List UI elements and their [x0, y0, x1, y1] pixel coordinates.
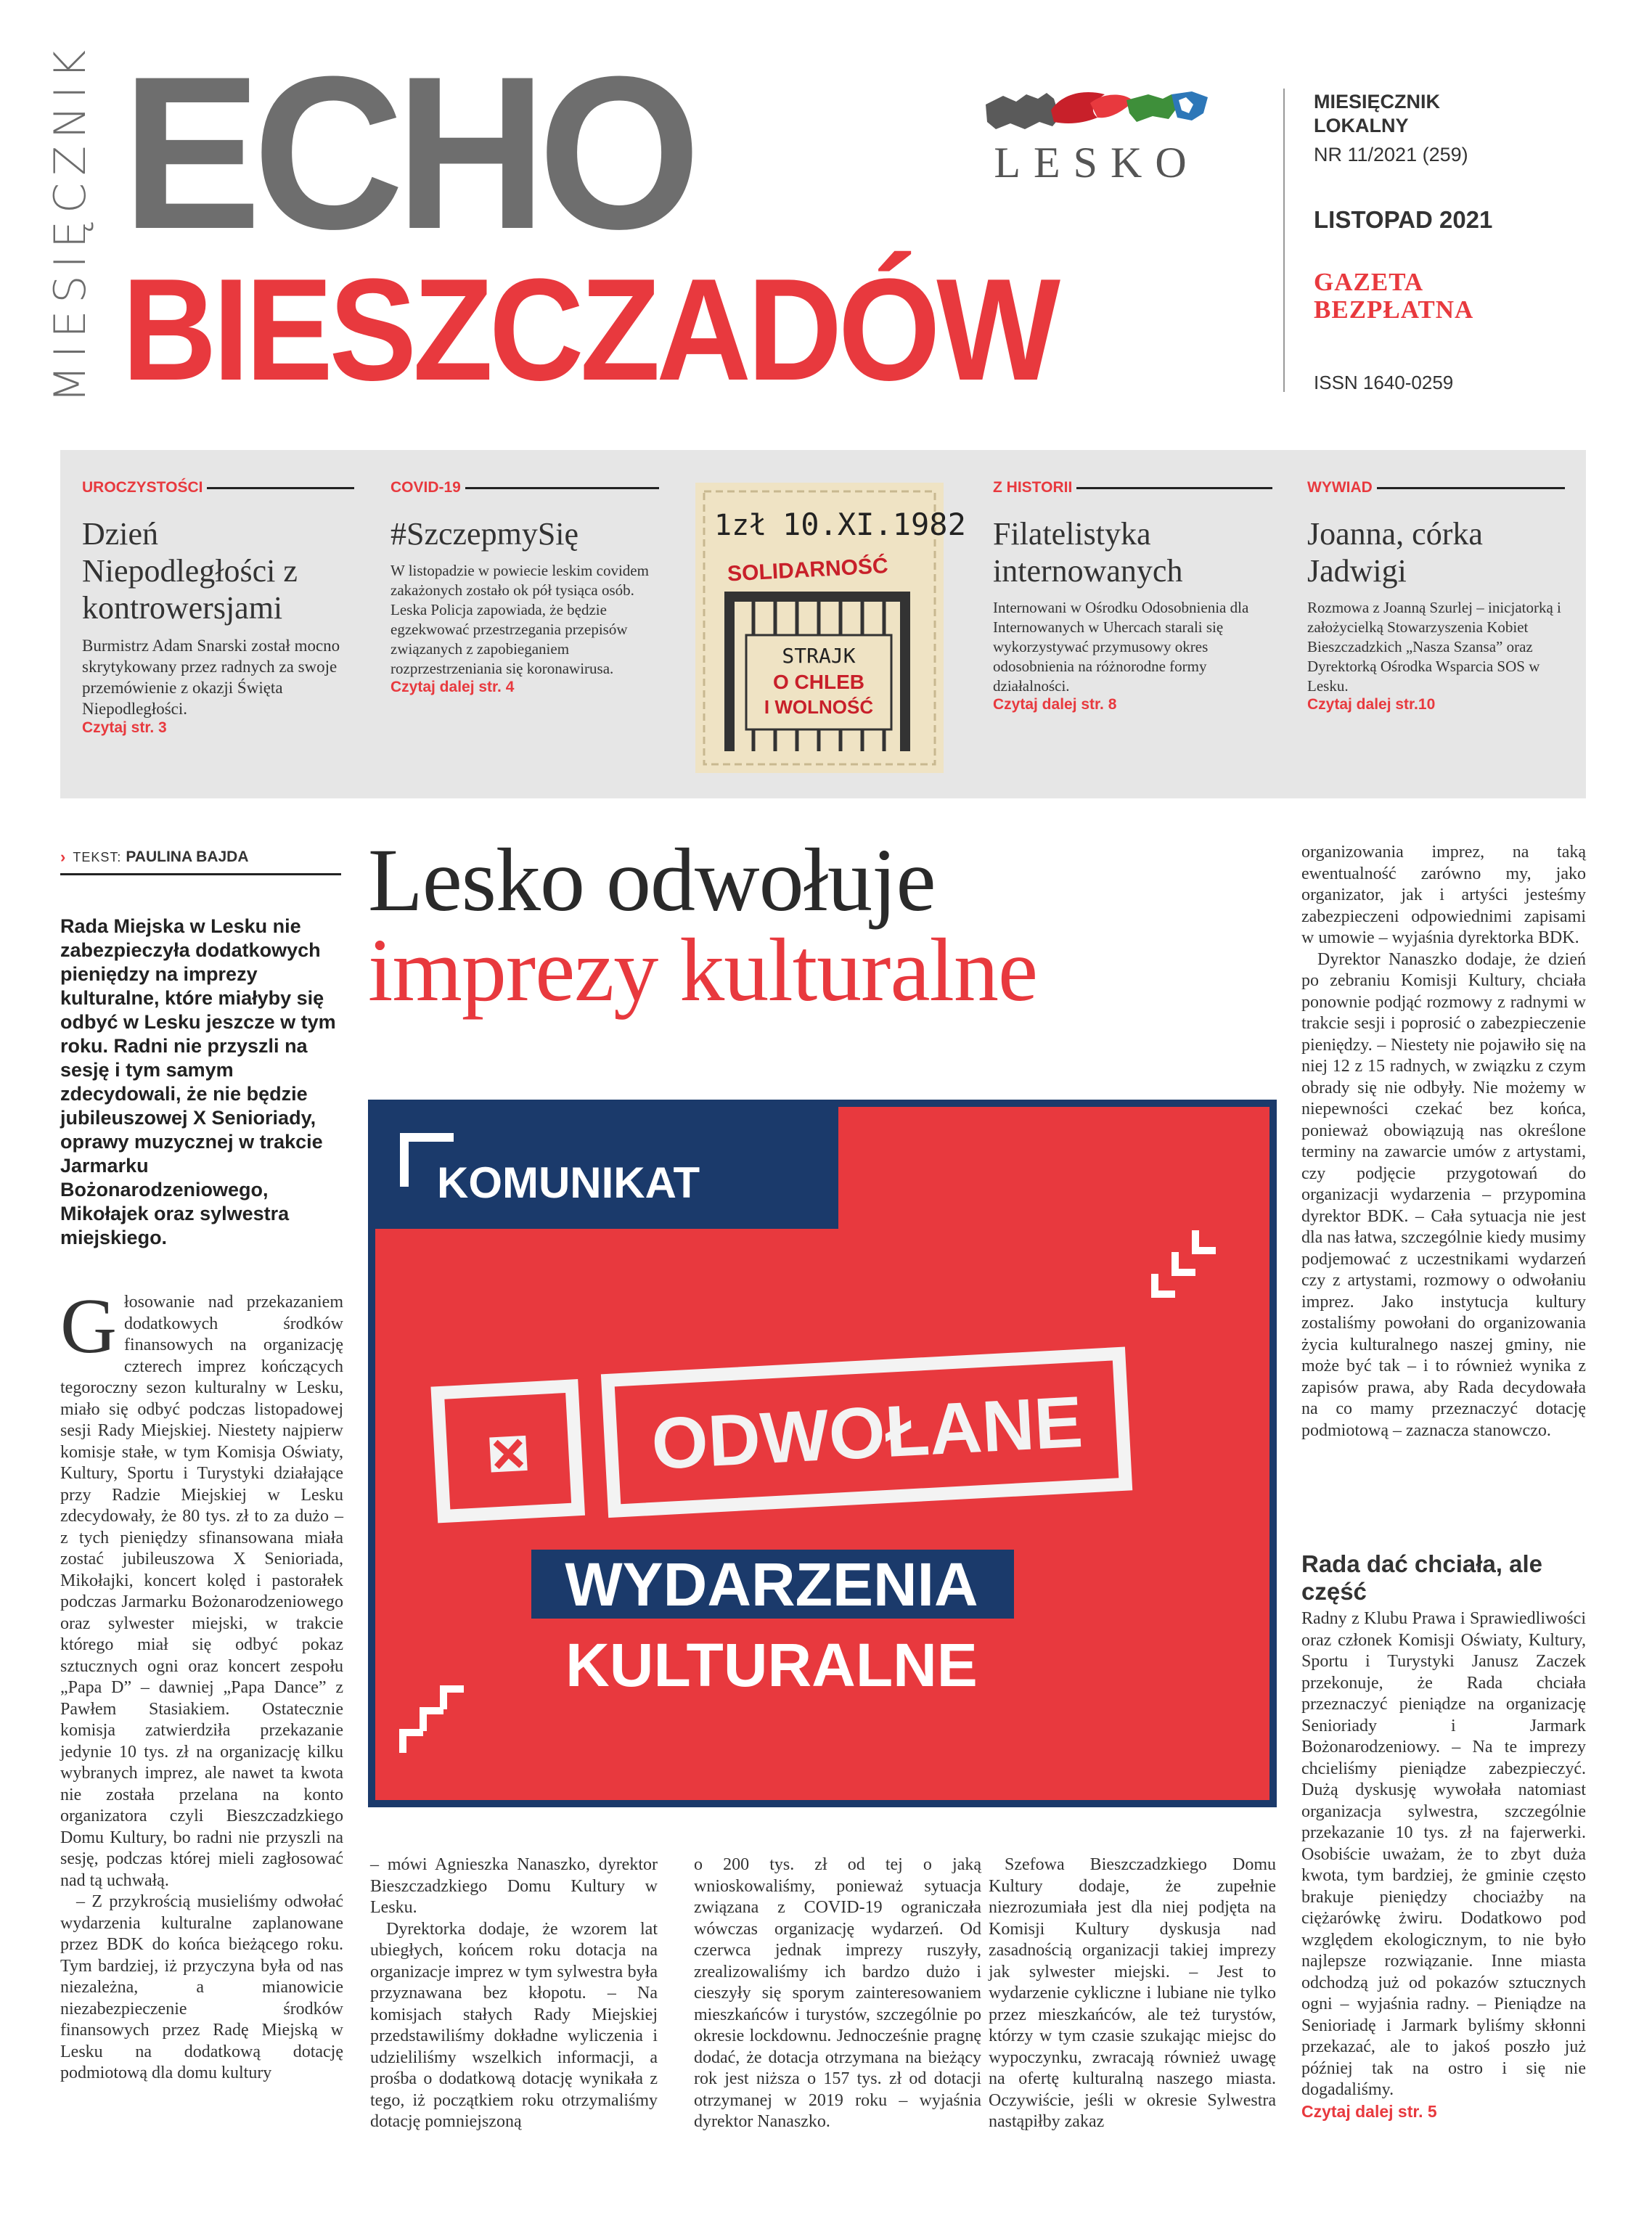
article-read-more-link[interactable]: Czytaj dalej str. 5	[1301, 2101, 1437, 2121]
article-headline-line2: imprezy kulturalne	[368, 920, 1037, 1020]
graphic-line2: KULTURALNE	[565, 1631, 978, 1699]
odwolane-stamp-text: ODWOŁANE	[649, 1381, 1085, 1485]
teaser-covid[interactable]	[390, 479, 659, 696]
stamp-solidarnosc: SOLIDARNOŚĆ	[727, 553, 889, 586]
teaser-read-more-link[interactable]: Czytaj dalej str. 4	[390, 679, 515, 695]
paragraph-text: łosowanie nad przekazaniem dodatkowych środków finansowych na organizację czterech imprez kończących tegoroczny sezon kulturalny w Lesku, miało się odbyć podczas listopadowej sesji Rady Miejskiej. Niestety najpierw komisje stałe, w tym Komisja Oświaty, Kultury, Sportu i Turystyki działające przy Radzie Miejskiej w Lesku zdecydowały, że 80 tys. zł to za dużo – z tych pieniędzy sfinansowana miała zostać jubileuszowa X Senioriada, Mikołajki, koncert kolęd i pastorałek podczas Jarmarku Bożonarodzeniowego oraz sylwester miejski, w trakcie którego miał się odbyć pokaz sztucznych ogni oraz koncert zespołu „Papa D” – dawniej „Papa Dance” z Pawłem Stasiakiem. Ostatecznie komisja zatwierdziła przekazanie jedynie 10 tys. zł na organizację kilku wybranych imprez, ale nawet ta kwota nie została przelana na konto organizatora czyli Bieszczadzkiego Domu Kultury, bo radni nie przyszli na sesję, podczas której mieli zagłosować nad tą uchwałą.	[60, 1293, 343, 1890]
teaser-category: Z HISTORII	[993, 479, 1272, 496]
article-paragraph: – mówi Agnieszka Nanaszko, dyrektor Bieszczadzkiego Domu Kultury w Lesku.	[370, 1855, 658, 1917]
teaser-wywiad[interactable]	[1307, 479, 1565, 713]
teaser-category: COVID-19	[390, 479, 659, 496]
stamp-value: 1zł	[714, 509, 767, 542]
article-paragraph: organizowania imprez, na taką ewentualność zarówno my, jako organizator, jak i artyści jesteśmy zabezpieczeni odpowiednimi zapisami w umowie – wyjaśnia dyrektorka BDK.	[1301, 843, 1586, 947]
byline-label: TEKST:	[73, 849, 122, 864]
teaser-title[interactable]: Filatelistyka internowanych	[993, 516, 1183, 589]
masthead-divider	[1283, 89, 1285, 392]
article-lead: Rada Miejska w Lesku nie zabezpieczyła dodatkowych pieniędzy na imprezy kulturalne, które miałyby się odbyć w Lesku jeszcze w tym roku. Radni nie przyszli na sesję i tym samym zdecydowali, że nie będzie jubileuszowej X Senioriady, oprawy muzycznej w trakcie Jarmarku Bożonarodzeniowego, Mikołajek oraz sylwestra miejskiego.	[60, 915, 336, 1248]
graphic-line1: WYDARZENIA	[565, 1550, 978, 1619]
lesko-logo-text: LESKO	[994, 139, 1200, 187]
byline-author: PAULINA BAJDA	[126, 848, 249, 865]
article-column-5	[1301, 842, 1586, 1441]
teaser-category: UROCZYSTOŚCI	[82, 479, 354, 496]
masthead-vertical-label: MIESIĘCZNIK	[45, 43, 96, 403]
issn: ISSN 1640-0259	[1314, 372, 1454, 393]
stamp-banner-line2: O CHLEB	[773, 671, 864, 693]
teaser-text: Burmistrz Adam Snarski został mocno skrytykowany przez radnych za swoje przemówienie z okazji Święta Niepodległości.	[82, 637, 340, 718]
teaser-text: Internowani w Ośrodku Odosobnienia dla Internowanych w Uhercach starali się wykorzystywać przymusowy okres odosobnienia na różnorodne formy działalności.	[993, 599, 1249, 695]
article-subheading: Rada dać chciała, ale część	[1301, 1550, 1543, 1605]
article-column-5-continued	[1301, 1608, 1586, 2122]
article-paragraph: o 200 tys. zł od tej o jaką wnioskowaliśmy, ponieważ sytuacja związana z COVID-19 ograniczała wówczas organizację wydarzeń. Od czerwca jednak imprezy ruszyły, zrealizowaliśmy ich bardzo dużo i cieszyły się sporym zainteresowaniem mieszkańców i turystów, szczególnie po okresie lockdownu. Jednocześnie pragnę dodać, że dotacja otrzymana na bieżący rok jest niższa o 157 tys. zł od dotacji otrzymanej w 2019 roku – wyjaśnia dyrektor Nanaszko.	[694, 1855, 981, 2131]
article-column-4	[989, 1854, 1276, 2133]
teaser-read-more-link[interactable]: Czytaj dalej str. 8	[993, 696, 1117, 713]
article-column-3	[694, 1854, 981, 2133]
article-paragraph: – Z przykrością musieliśmy odwołać wydarzenia kulturalne zaplanowane przez BDK do końca bieżącego roku. Tym bardziej, iż przyczyna była od nas niezależna, a mianowicie niezabezpieczenie środków finansowych przez Radę Miejską w Lesku na dodatkową dotację podmiotową dla domu kultury	[60, 1892, 343, 2082]
article-headline-line1: Lesko odwołuje	[368, 830, 936, 930]
chevron-right-icon: ›	[60, 848, 66, 866]
free-paper-line1: GAZETA	[1314, 268, 1424, 296]
issue-type	[1314, 90, 1440, 138]
article-paragraph	[60, 1283, 343, 1891]
issue-type-line2: LOKALNY	[1314, 115, 1409, 136]
stamp-date: 10.XI.1982	[782, 507, 966, 542]
komunikat-label: KOMUNIKAT	[437, 1158, 700, 1207]
teaser-text: W listopadzie w powiecie leskim covidem zakażonych zostało ok pół tysiąca osób. Leska Policja zapowiada, że będzie egzekwować przestrzegania przepisów związanych z zapobieganiem rozprzestrzeniania się koronawirusa.	[390, 562, 649, 677]
masthead-title-echo: ECHO	[122, 30, 692, 274]
teaser-read-more-link[interactable]: Czytaj str. 3	[82, 719, 167, 736]
issue-type-line1: MIESIĘCZNIK	[1314, 91, 1441, 113]
drop-cap: G	[60, 1283, 117, 1370]
stamp-banner-line3: I WOLNOŚĆ	[764, 696, 874, 718]
teaser-title[interactable]: Dzień Niepodległości z kontrowersjami	[82, 516, 298, 626]
issue-number: NR 11/2021 (259)	[1314, 144, 1468, 165]
article-column-1	[60, 1283, 343, 2085]
byline	[60, 848, 341, 867]
free-paper-line2: BEZPŁATNA	[1314, 295, 1474, 324]
teaser-uroczystosci[interactable]	[82, 479, 354, 737]
teaser-title[interactable]: Joanna, córka Jadwigi	[1307, 516, 1483, 589]
byline-rule	[60, 873, 341, 875]
stamp-banner-line1: STRAJK	[782, 644, 856, 668]
teaser-text: Rozmowa z Joanną Szurlej – inicjatorką i założycielką Stowarzyszenia Kobiet Bieszczadzkich „Nasza Szansa” oraz Dyrektorką Ośrodka Wsparcia SOS w Lesku.	[1307, 599, 1561, 695]
announcement-graphic	[368, 1100, 1277, 1807]
article-paragraph: Radny z Klubu Prawa i Sprawiedliwości oraz członek Komisji Oświaty, Kultury, Sportu i Turystyki Janusz Zaczek przekonuje, że Rada chciała przeznaczyć pieniądze na organizację Senioriady i Jarmark Bożonarodzeniowy. – Na te imprezy chcieliśmy pieniądze zabezpieczyć. Dużą dyskusję wywołała natomiast organizacja sylwestra, szczególnie przekazanie 10 tys. zł na fajerwerki. Osobiście uważam, że to zbyt duża kwota, tym bardziej, że gminie często brakuje pieniędzy chociażby na ciężarówkę żwiru. Dodatkowo pod względem ekologicznym, to nie było najlepsze rozwiązanie. Inne miasta odchodzą już od pokazów sztucznych ogni – wyjaśnia radny. – Pieniądze na Senioriadę i Jarmark byliśmy skłonni przekazać, ale to jakoś poszło już później tak na ostro i się nie dogadaliśmy.	[1301, 1609, 1586, 2099]
teaser-historia[interactable]	[993, 479, 1272, 713]
teaser-read-more-link[interactable]: Czytaj dalej str.10	[1307, 696, 1436, 713]
masthead-title-bieszczadow: BIESZCZADÓW	[122, 249, 1057, 411]
article-paragraph: Dyrektorka dodaje, że wzorem lat ubiegłych, końcem roku dotacja na organizacje imprez w tym sylwestra była przyznawana bez kłopotu. – Na komisjach stałych Rady Miejskiej przedstawiliśmy dokładne wyliczenia i udzieliliśmy wszelkich informacji, a prośba o dodatkową dotację wynikała z tego, iż początkiem roku otrzymaliśmy dotację pomniejszoną	[370, 1919, 658, 2131]
teaser-title[interactable]: #SzczepmySię	[390, 516, 579, 552]
teaser-category: WYWIAD	[1307, 479, 1565, 496]
free-paper-label	[1314, 269, 1473, 324]
solidarnosc-stamp-image	[695, 483, 966, 773]
article-column-2	[370, 1854, 658, 2133]
issue-date: LISTOPAD 2021	[1314, 206, 1493, 233]
article-paragraph: Szefowa Bieszczadzkiego Domu Kultury dodaje, że zupełnie niezrozumiała jest dla niej podjęta na Komisji Kultury dyskusja nad zasadnością organizacji takiej imprezy jak sylwester miejski. – Jest to wydarzenie cykliczne i lubiane nie tylko przez mieszkańców, ale też turystów, którzy w tym czasie szukając miejsc do wypoczynku, zwracają również uwagę na ofertę kulturalną naszego miasta. Oczywiście, jeśli w okresie Sylwestra nastąpiłby zakaz	[989, 1855, 1276, 2131]
article-paragraph: Dyrektor Nanaszko dodaje, że dzień po zebraniu Komisji Kultury, chciała ponownie podjąć rozmowy z radnymi w trakcie sesji i poprosić o zabezpieczenie pieniędzy. – Niestety nie pojawiło się na niej 12 z 15 radnych, w związku z czym obrady się nie odbyły. Nie możemy w niepewności czekać bez końca, ponieważ obowiązują nas określone terminy na zawarcie umów z artystami, czy podjęcie przygotowań do organizacji wydarzenia – przypomina dyrektor BDK. – Cała sytuacja nie jest dla nas łatwa, szczególnie kiedy musimy podjemować z uczestnikami wydarzeń czy z artystami, rozmowy o odwołaniu imprez. Jako instytucja kultury zostaliśmy powołani do organizowania życia kulturalnego naszej gminy, nie może być tak – i to również wynika z zapisów prawa, aby Rada decydowała na co mamy przeznaczyć dotację podmiotową – zaznacza stanowczo.	[1301, 949, 1586, 1440]
